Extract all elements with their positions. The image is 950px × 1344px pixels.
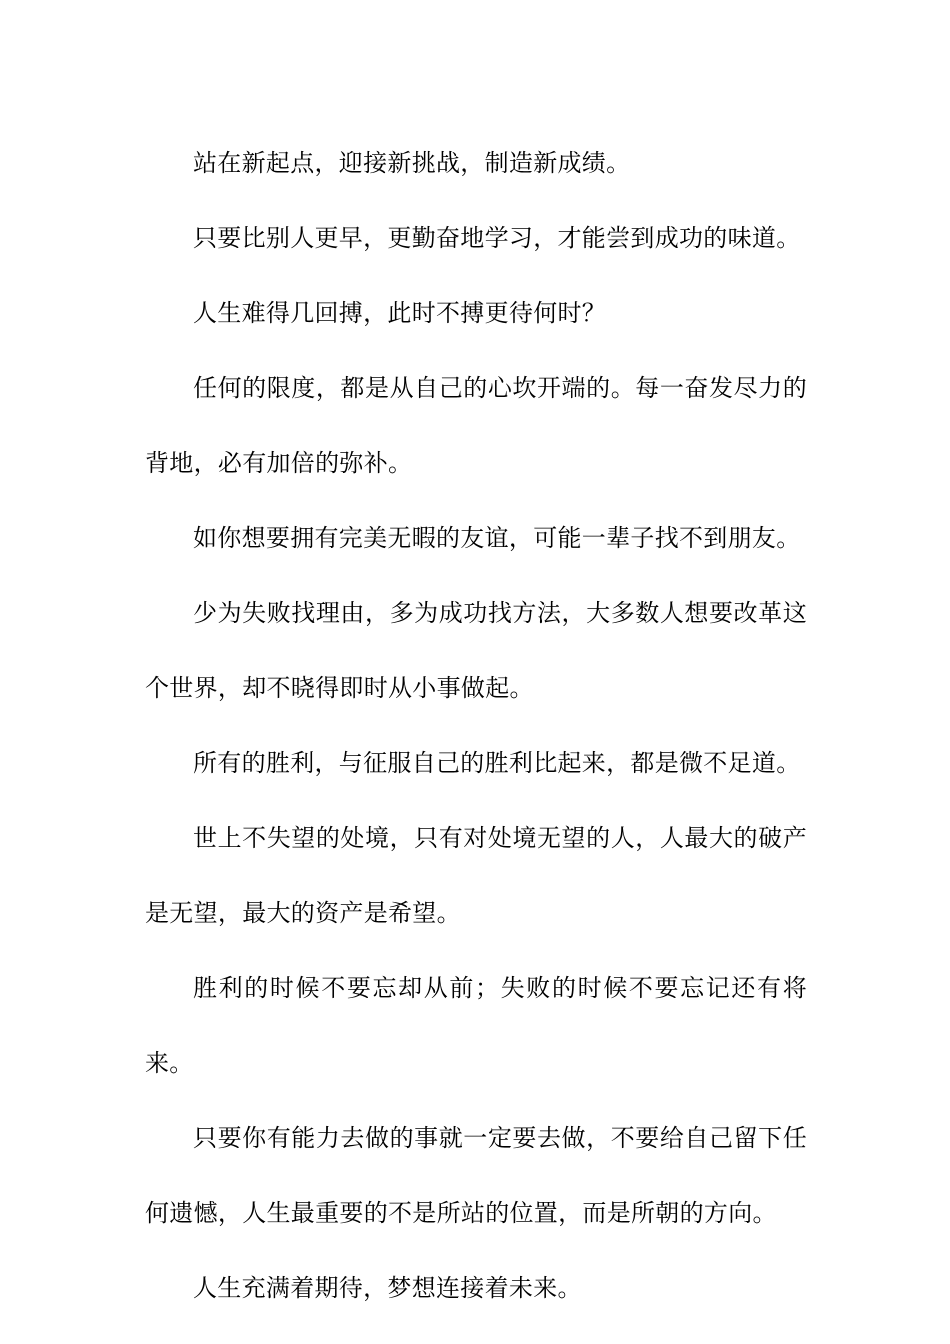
paragraph: 少为失败找理由，多为成功找方法，大多数人想要改革这个世界，却不晓得即时从小事做起。 xyxy=(145,599,807,702)
paragraph: 胜利的时候不要忘却从前；失败的时候不要忘记还有将来。 xyxy=(145,974,807,1077)
paragraph: 站在新起点，迎接新挑战，制造新成绩。 xyxy=(193,149,631,177)
paragraph: 如你想要拥有完美无暇的友谊，可能一辈子找不到朋友。 xyxy=(193,524,801,552)
document-body xyxy=(145,126,807,1326)
paragraph: 人生难得几回搏，此时不搏更待何时？ xyxy=(193,299,607,327)
paragraph: 只要比别人更早，更勤奋地学习，才能尝到成功的味道。 xyxy=(193,224,801,252)
paragraph: 世上不失望的处境，只有对处境无望的人，人最大的破产是无望，最大的资产是希望。 xyxy=(145,824,807,927)
paragraph: 只要你有能力去做的事就一定要去做，不要给自己留下任何遗憾，人生最重要的不是所站的位置，而是所朝的方向。 xyxy=(145,1124,807,1227)
paragraph: 人生充满着期待，梦想连接着未来。 xyxy=(193,1274,582,1302)
paragraph: 任何的限度，都是从自己的心坎开端的。每一奋发尽力的背地，必有加倍的弥补。 xyxy=(145,374,807,477)
paragraph: 所有的胜利，与征服自己的胜利比起来，都是微不足道。 xyxy=(193,749,801,777)
